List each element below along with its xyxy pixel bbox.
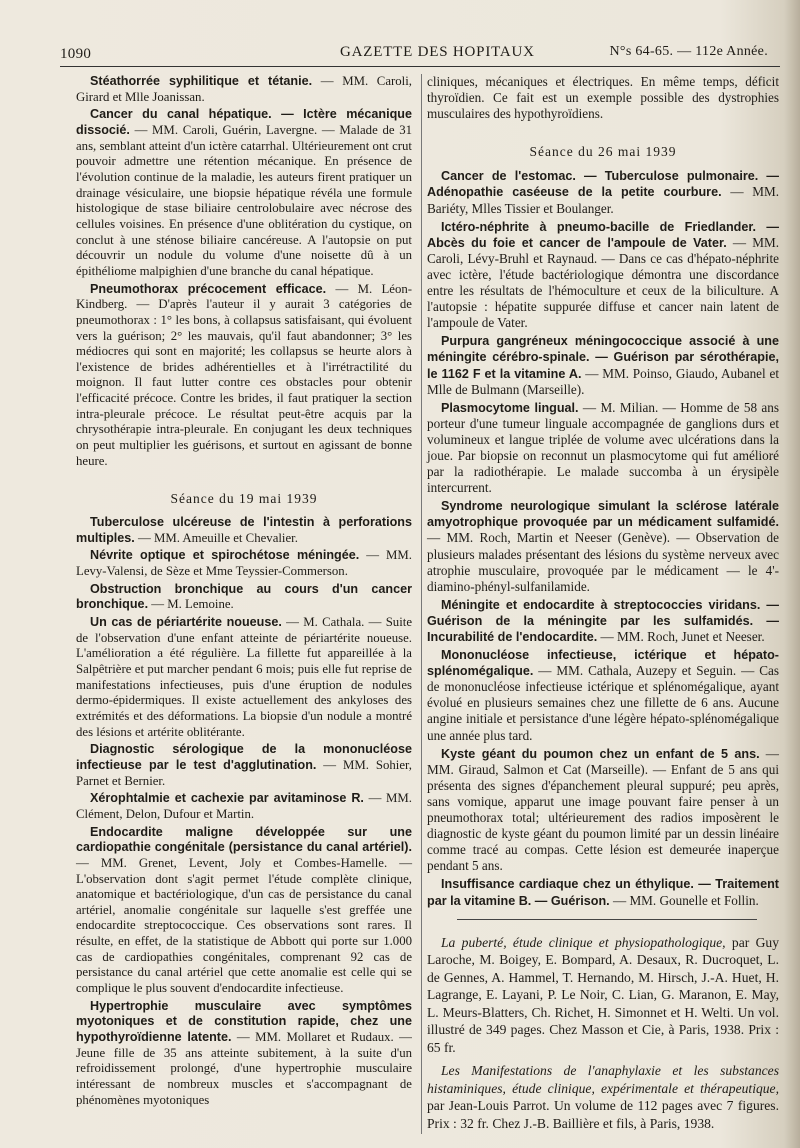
page-header [60,44,778,64]
abstract-entry [427,597,779,645]
entry-text: — MM. Caroli, Girard et Mlle Joanissan. [76,74,412,104]
entry-text: — MM. Caroli, Lévy-Bruhl et Raynaud. — Dans ce cas d'hépato-néphrite avec ictère, l'étude bactériologique démontra une discordance entre les résultats de l'hémoculture et ceux de la biliculture. A l'autopsie : hépatite suppurée diffuse et cancer nain latent de l'ampoule de Vater. [427,234,780,331]
entry-title: Hypertrophie musculaire avec symptômes myotoniques et de constitution rapide, chez une hypothyroïdienne latente. [76,998,412,1045]
entry-text: — MM. Cathala, Auzepy et Seguin. — Cas de mononucléose infectieuse ictérique et splénomégalique, ayant évolué en plusieurs semaines chez une fillette de 6 ans. Aucune angine initiale et persistance d'une légère hépato-splénomégalique une année plus tard. [427,663,779,743]
entry-title: Plasmocytome lingual. [441,400,579,415]
entry-title: Diagnostic sérologique de la mononucléose infectieuse par le test d'agglutination. [76,742,412,772]
entry-text: — M. Léon-Kindberg. — D'après l'auteur il y aurait 3 catégories de pneumothorax : 1° les bons, à collapsus satisfaisant, qui évoluent vers la guérison; 2° les mauvais, qu'il faut abandonner; 3° les médiocres qui sont en majorité; les collapsus se heurte alors à l'existence de brides adhérentielles et à l'irrétractilité du moignon. Il faut lutter contre ces obstacles pour obtenir l'efficacité précoce. Contre les brides, il faut pratiquer la section intra-pleurale précoce. Le résultat peut-être acquis par la chrysothérapie intra-pleurale. En conjugant les deux techniques on peut multiplier les guérisons, et surtout en agissant de bonne heure. [76,281,412,468]
entry-title: Tuberculose ulcéreuse de l'intestin à perforations multiples. [76,515,412,545]
issue-number: N°s 64-65. — 112e Année. [609,44,768,59]
entry-title: Kyste géant du poumon chez un enfant de 5 ans. [441,746,760,761]
abstract-entry [427,876,779,908]
book-title: La puberté, étude clinique et physiopathologique, [441,934,726,950]
abstract-entry [76,615,412,740]
abstract-entry [76,582,412,613]
entry-title: Un cas de périartérite noueuse. [90,615,282,629]
abstract-entry [76,825,412,997]
entry-title: Névrite optique et spirochétose méningée. [90,548,360,563]
entry-text: — M. Lemoine. [148,597,234,612]
abstract-entry [427,647,779,744]
entry-text: — MM. Ameuille et Chevalier. [134,530,298,545]
entry-text: — MM. Sohier, Parnet et Bernier. [76,757,412,788]
entry-title: Purpura gangréneux méningococcique associé à une méningite cérébro-spinale. — Guérison par sérothérapie, le 1162 F et la vitamine A. [427,334,779,381]
abstract-entry [427,219,779,332]
entry-text: — MM. Giraud, Salmon et Cat (Marseille). — Enfant de 5 ans qui présenta des signes d'épanchement pleural suppuré; peu après, sans vomique, apparut une image pouvant faire penser à un pneumothorax total; ultérieurement des radios imposèrent le diagnostic de kyste géant du poumon limité par un dessin linéaire comme tracé au compas. Cette lésion est demeurée inaperçue pendant 5 ans. [427,745,779,874]
abstract-entry [76,107,412,279]
entry-title: Pneumothorax précocement efficace. [90,281,327,296]
abstract-entry [427,498,779,595]
abstract-entry [76,282,412,470]
session-heading: Séance du 26 mai 1939 [529,144,677,160]
abstract-entry [76,999,412,1109]
book-review [427,1062,779,1132]
page-number: 1090 [60,46,92,62]
entry-text: — MM. Poinso, Giaudo, Aubanel et Mlle de Bulmann (Marseille). [427,365,780,397]
header-rule [60,66,780,67]
abstract-entry [427,74,779,122]
entry-title: Insuffisance cardiaque chez un éthylique. — Traitement par la vitamine B. — Guérison. [427,877,779,908]
entry-title: Cancer du canal hépatique. — Ictère mécanique dissocié. [76,107,412,137]
entry-title: Endocardite maligne développée sur une cardiopathie congénitale (persistance du canal artériel). [76,824,412,855]
entry-text: — MM. Gounelle et Follin. [609,892,759,908]
abstract-entry [76,791,412,822]
abstract-entry [427,746,779,875]
book-details: par Guy Laroche, M. Boigey, E. Bompard, A. Desaux, R. Ducroquet, L. de Gennes, A. Hammel, T. Hernando, M. Hirsch, J.-A. Huet, H. Lagrange, E. Layani, P. Le Noir, C. Lian, G. Maranon, E. May, L. Meurs-Blatters, Ch. Richet, H. Simonnet et H. Welti. Un vol. illustré de 349 pages. Chez Masson et Cie, à Paris, 1938. Prix : 65 fr. [427,934,779,1055]
entry-text: — M. Milian. — Homme de 58 ans porteur d'une tumeur linguale accompagnée de ganglions durs et volumineux et langue triplée de volume avec ulcérations dans la joue. Par biopsie on reconnut un plasmocytome qui fut amélioré par la radiothérapie. Le malade succomba à un érysipèle intercurrent. [427,399,779,496]
abstract-entry [76,548,412,579]
entry-text: — MM. Caroli, Guérin, Lavergne. — Malade de 31 ans, semblant atteint d'un ictère catarrhal. Ultérieurement ont crut pouvoir admettre une rétention mécanique. En présence de l'évolution continue de la maladie, les auteurs firent pratiquer un drainage vésiculaire, une biopsie hépatique révéla une formule histologique de stase biliaire centrolobulaire avec nécrose des cellules voisines. En présence d'une oblitération du cystique, on conclut à une sténose biliaire cancéreuse. A l'autopsie on put découvrir un nodule du volume d'une noisette dû à un épithéliome malpighien d'une branche du canal hépatique. [76,122,412,278]
entry-text: — MM. Roch, Martin et Neeser (Genève). — Observation de plusieurs malades présentant des lésions du système nerveux avec atrophie musculaire, provoquée par le médicament — le 4'-diamino-phényl-sulfanilamide. [427,530,779,594]
entry-title: Syndrome neurologique simulant la sclérose latérale amyotrophique provoquée par un médicament sulfamidé. [427,499,779,530]
entry-text: cliniques, mécaniques et électriques. En même temps, déficit thyroïdien. Ce fait est un exemple possible des dystrophies musculaires des hypothyroïdiens. [427,74,779,122]
abstract-entry [427,333,779,397]
abstract-entry [76,742,412,789]
entry-title: Cancer de l'estomac. — Tuberculose pulmonaire. — Adénopathie caséeuse de la petite courbure. [427,169,779,200]
entry-title: Stéathorrée syphilitique et tétanie. [90,74,313,88]
column-rule [421,74,422,1134]
book-review [427,934,779,1057]
session-heading: Séance du 19 mai 1939 [170,491,318,507]
left-column [76,74,412,1110]
book-details: par Jean-Louis Parrot. Un volume de 112 pages avec 7 figures. Prix : 32 fr. Chez J.-B. Baillière et fils, à Paris, 1938. [427,1098,779,1131]
entry-text: — MM. Roch, Junet et Neeser. [597,629,765,644]
entry-text: — MM. Mollaret et Rudaux. — Jeune fille de 35 ans atteinte subitement, à la suite d'un refroidissement prolongé, d'une hypertrophie musculaire intéressant de nombreux muscles et s'accompagnant de phénomènes myotoniques [76,1030,412,1107]
abstract-entry [76,74,412,105]
entry-title: Mononucléose infectieuse, ictérique et hépato-splénomégalique. [427,648,779,679]
entry-text: — MM. Bariéty, Mlles Tissier et Boulanger. [427,184,779,216]
entry-title: Ictéro-néphrite à pneumo-bacille de Friedlander. — Abcès du foie et cancer de l'ampoule de Vater. [427,219,779,250]
entry-title: Obstruction bronchique au cours d'un cancer bronchique. [76,581,412,612]
entry-text: — MM. Levy-Valensi, de Sèze et Mme Teyssier-Commerson. [76,548,412,579]
entry-title: Xérophtalmie et cachexie par avitaminose R. [90,791,364,806]
entry-title: Méningite et endocardite à streptococcies viridans. — Guérison de la méningite par les sulfamidés. — Incurabilité de l'endocardite. [427,597,779,644]
abstract-entry [427,400,779,497]
abstract-entry [427,168,779,216]
section-separator [457,919,757,920]
journal-title: GAZETTE DES HOPITAUX [340,44,535,60]
entry-text: — MM. Grenet, Levent, Joly et Combes-Hamelle. — L'observation dont s'agit permet l'étude complète clinique, anatomique et bactériologique, d'un cas de persistance du canal artériel, anomalie congénitale sur laquelle s'est greffée une endocardite streptococcique. Ces observations sont rares. Il résulte, en effet, de la statistique de Abbott qui porte sur 1.000 cas de cardiopathies congénitales, comprenant 92 cas de persistance du canal artériel que cette anomalie est celle qui se complique le plus souvent d'endocardite infectieuse. [76,855,412,996]
entry-text: — M. Cathala. — Suite de l'observation d'une enfant atteinte de périartérite noueuse. L'amélioration a été régulière. La fillette fut appareillée à la Salpêtrière et put marcher pendant 6 mois; puis elle fut reprise de manifestations infectieuses, puis d'une éruption de nodules dermo-épidermiques. Il existe actuellement des ankyloses des extrémités et des déformations. La biopsie d'un nodule a montré des lésions et artérite oblitérante. [76,615,412,739]
entry-text: — MM. Clément, Delon, Dufour et Martin. [76,791,412,821]
book-title: Les Manifestations de l'anaphylaxie et les substances histaminiques, étude clinique, expérimentale et thérapeutique, [427,1063,779,1096]
abstract-entry [76,515,412,546]
right-column [427,74,779,1134]
